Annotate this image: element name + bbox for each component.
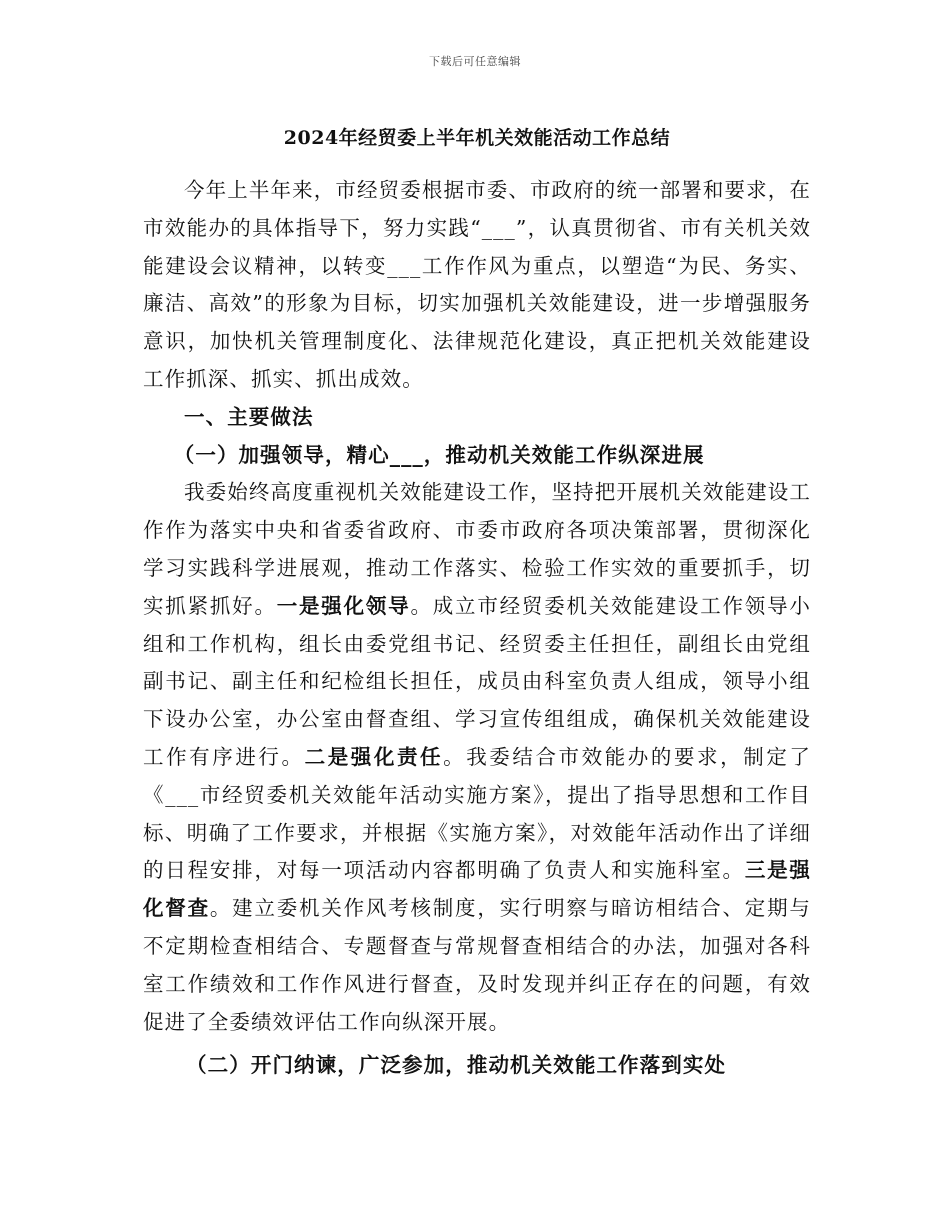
paragraph-text: 。我委结合市效能办的要求，制定了《___市经贸委机关效能年活动实施方案》，提出了指导思想和工作目标、明确了工作要求，并根据《实施方案》，对效能年活动作出了详细的日程安排，对每一项活动内容都明确了负责人和实施科室。 — [143, 744, 811, 883]
paragraph-text: 我委始终高度重视机关效能建设工作，坚持把开展机关效能建设工作作为落实中央和省委省政府、市委市政府各项决策部署，贯彻深化学习实践科学进展观，推动工作落实、检验工作实效的重要抓手，切实抓紧抓好。 — [143, 480, 811, 618]
paragraph-text: 。建立委机关作风考核制度，实行明察与暗访相结合、定期与不定期检查相结合、专题督查与常规督查相结合的办法，加强对各科室工作绩效和工作作风进行督查，及时发现并纠正存在的问题，有效促进了全委绩效评估工作向纵深开展。 — [143, 896, 811, 1034]
intro-paragraph: 今年上半年来，市经贸委根据市委、市政府的统一部署和要求，在市效能办的具体指导下，努力实践“___”，认真贯彻省、市有关机关效能建设会议精神，以转变___工作作风为重点，以塑造“为民、务实、廉洁、高效”的形象为目标，切实加强机关效能建设，进一步增强服务意识，加快机关管理制度化、法律规范化建设，真正把机关效能建设工作抓深、抓实、抓出成效。 — [143, 178, 811, 391]
emphasis-strengthen-supervision: 三是强化督查 — [143, 858, 811, 921]
header-note: 下载后可任意编辑 — [429, 55, 521, 68]
subsection-heading-2: （二）开门纳谏，广泛参加，推动机关效能工作落到实处 — [186, 1053, 727, 1078]
section-heading-main-practices: 一、主要做法 — [184, 404, 314, 429]
emphasis-strengthen-responsibility: 二是强化责任 — [304, 744, 444, 769]
emphasis-strengthen-leadership: 一是强化领导 — [276, 593, 411, 618]
subsection-1-paragraph — [143, 474, 811, 1041]
subsection-heading-1: （一）加强领导，精心___，推动机关效能工作纵深进展 — [173, 442, 705, 467]
paragraph-text: 。成立市经贸委机关效能建设工作领导小组和工作机构，组长由委党组书记、经贸委主任担任，副组长由党组副书记、副主任和纪检组长担任，成员由科室负责人组成，领导小组下设办公室，办公室由督查组、学习宣传组组成，确保机关效能建设工作有序进行。 — [143, 593, 811, 769]
document-title: 2024年经贸委上半年机关效能活动工作总结 — [283, 127, 671, 149]
document-body — [143, 124, 811, 1085]
